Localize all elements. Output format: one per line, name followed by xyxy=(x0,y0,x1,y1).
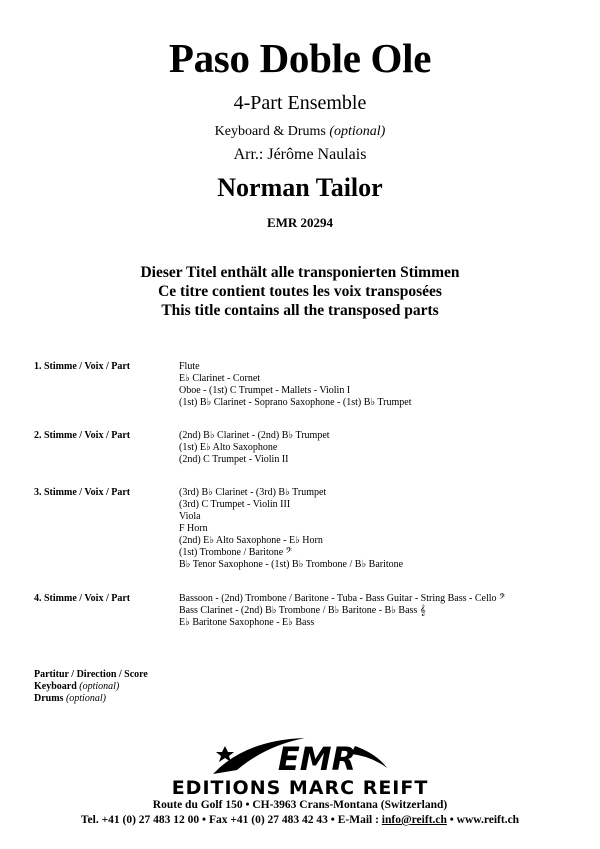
logo-swoosh-right xyxy=(351,746,387,768)
instrument-line: E♭ Clarinet - Cornet xyxy=(179,373,261,384)
composer: Norman Tailor xyxy=(217,173,383,202)
instrument-line: Bassoon - (2nd) Trombone / Baritone - Tuba - Bass Guitar - String Bass - Cello 𝄢 xyxy=(179,593,506,604)
instrument-line: (2nd) B♭ Clarinet - (2nd) B♭ Trumpet xyxy=(179,430,330,441)
logo-text: EMR xyxy=(277,740,357,778)
drums-optional: (optional) xyxy=(65,693,106,704)
note-english: This title contains all the transposed parts xyxy=(161,302,439,319)
note-german: Dieser Titel enthält alle transponierten Stimmen xyxy=(140,264,460,281)
part-label: 4. Stimme / Voix / Part xyxy=(34,593,131,604)
instrument-line: Flute xyxy=(179,361,200,372)
instrument-line: Oboe - (1st) C Trumpet - Mallets - Violin I xyxy=(179,385,351,396)
instrumentation xyxy=(0,124,600,140)
contact-website: • www.reift.ch xyxy=(446,814,520,826)
publisher-name: EDITIONS MARC REIFT xyxy=(171,777,429,799)
score-line: Partitur / Direction / Score xyxy=(34,669,148,680)
contact-phone-fax: Tel. +41 (0) 27 483 12 00 • Fax +41 (0) 27 483 42 43 • E-Mail : xyxy=(80,814,382,826)
catalog-number: EMR 20294 xyxy=(266,215,334,230)
instrument-list xyxy=(179,487,403,571)
keyboard-label: Keyboard xyxy=(34,681,77,692)
part-label: 3. Stimme / Voix / Part xyxy=(34,487,131,498)
instrument-line: E♭ Baritone Saxophone - E♭ Bass xyxy=(179,617,315,628)
title: Paso Doble Ole xyxy=(168,35,432,81)
instrument-list xyxy=(179,430,330,466)
instrument-list xyxy=(179,361,411,409)
instrumentation-text: Keyboard & Drums xyxy=(214,124,326,139)
email-link[interactable]: info@reift.ch xyxy=(381,814,447,826)
part-label: 2. Stimme / Voix / Part xyxy=(34,430,131,441)
instrument-line: (3rd) C Trumpet - Violin III xyxy=(179,499,291,510)
part-label: 1. Stimme / Voix / Part xyxy=(34,361,131,372)
note-french: Ce titre contient toutes les voix transposées xyxy=(158,283,442,300)
transposition-notes xyxy=(0,263,600,320)
instrument-line: (1st) E♭ Alto Saxophone xyxy=(179,442,278,453)
subtitle: 4-Part Ensemble xyxy=(233,92,367,114)
keyboard-optional: (optional) xyxy=(79,681,120,692)
drums-line xyxy=(34,693,148,705)
instrument-line: (2nd) E♭ Alto Saxophone - E♭ Horn xyxy=(179,535,323,546)
instrument-line: (1st) Trombone / Baritone 𝄢 xyxy=(179,547,293,558)
instrument-line: Viola xyxy=(179,511,201,522)
keyboard-line xyxy=(34,681,148,693)
instrument-line: (2nd) C Trumpet - Violin II xyxy=(179,454,289,465)
instrumentation-optional: (optional) xyxy=(329,124,386,139)
instrument-list xyxy=(179,593,505,629)
arranger: Arr.: Jérôme Naulais xyxy=(233,146,367,163)
instrument-line: Bass Clarinet - (2nd) B♭ Trombone / B♭ Baritone - B♭ Bass 𝄞 xyxy=(179,605,426,616)
publisher-contact xyxy=(0,814,600,826)
emr-logo xyxy=(205,734,395,778)
drums-label: Drums xyxy=(34,693,64,704)
instrument-line: F Horn xyxy=(179,523,208,534)
instrument-line: (3rd) B♭ Clarinet - (3rd) B♭ Trumpet xyxy=(179,487,327,498)
instrument-line: (1st) B♭ Clarinet - Soprano Saxophone - (1st) B♭ Trumpet xyxy=(179,397,412,408)
instrument-line: B♭ Tenor Saxophone - (1st) B♭ Trombone / B♭ Baritone xyxy=(179,559,404,570)
additional-parts xyxy=(34,669,148,705)
publisher-address: Route du Golf 150 • CH-3963 Crans-Montana (Switzerland) xyxy=(152,799,448,811)
